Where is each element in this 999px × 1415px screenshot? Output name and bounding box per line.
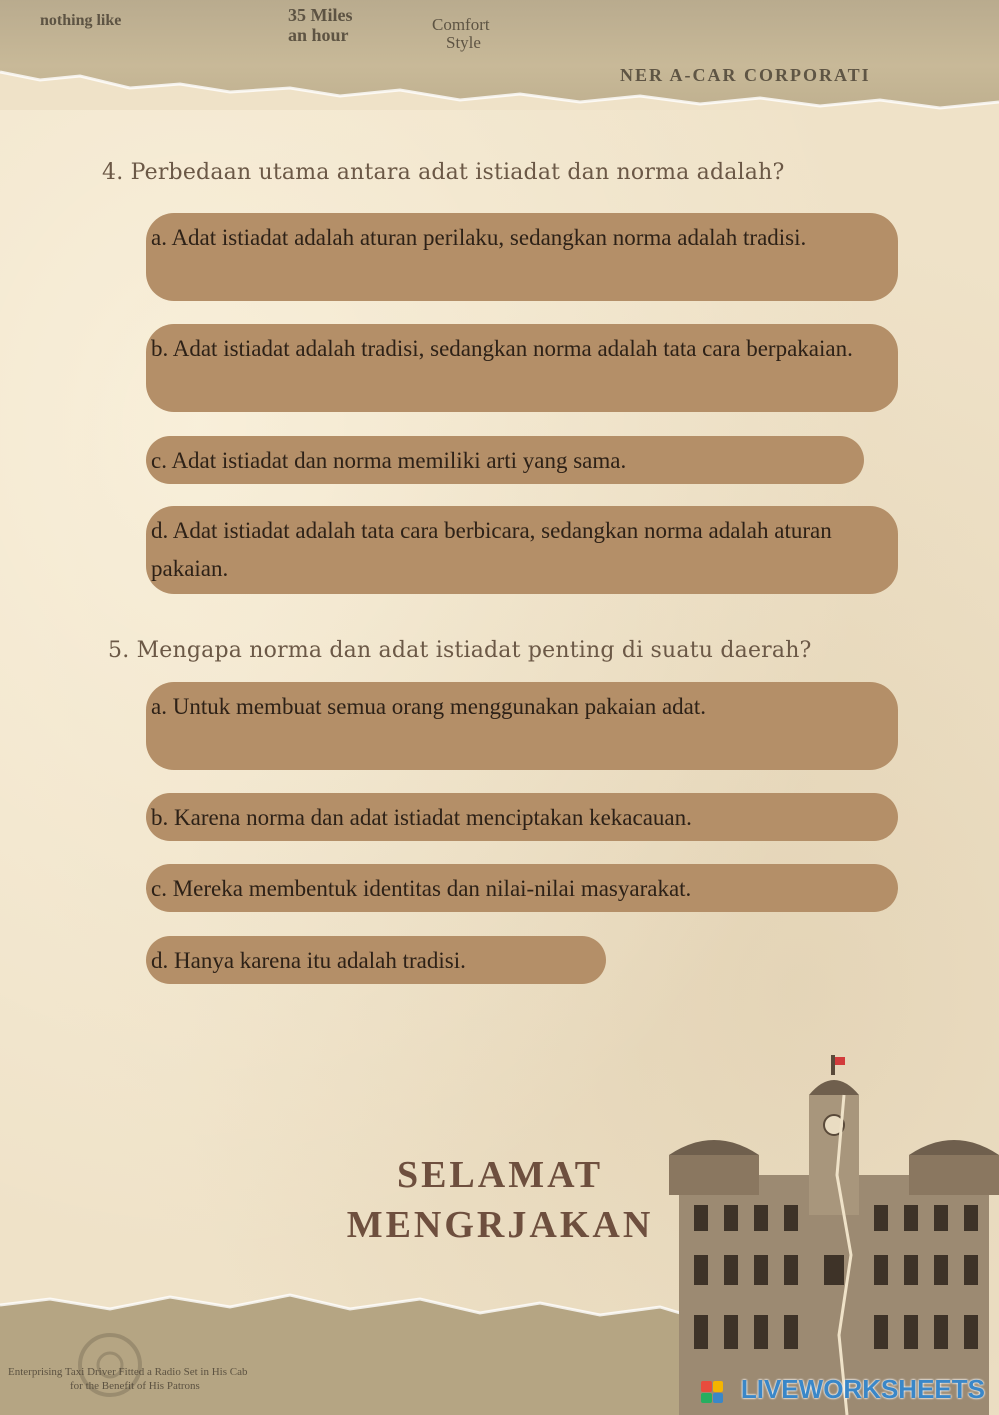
q5-option-a[interactable] (146, 682, 898, 770)
q4-option-c[interactable] (146, 436, 864, 484)
q4-option-b[interactable] (146, 324, 898, 412)
closing-message (330, 1150, 670, 1250)
closing-line-1: SELAMAT (396, 1154, 604, 1196)
building-illustration (669, 1055, 999, 1415)
q5-option-d[interactable] (146, 936, 606, 984)
q4-option-d-label: d. Adat istiadat adalah tata cara berbicara, sedangkan norma adalah aturan pakaian. (151, 518, 832, 581)
q5-option-c-label: c. Mereka membentuk identitas dan nilai-nilai masyarakat. (151, 876, 692, 901)
q4-option-a-label: a. Adat istiadat adalah aturan perilaku, sedangkan norma adalah tradisi. (151, 225, 807, 250)
news-snippet-corporation: NER A-CAR CORPORATI (620, 65, 871, 85)
q5-option-c[interactable] (146, 864, 898, 912)
news-caption-line-2: for the Benefit of His Patrons (70, 1380, 200, 1392)
q4-option-d[interactable] (146, 506, 898, 594)
liveworksheets-watermark: LIVEWORKSHEETS (740, 1374, 985, 1404)
news-caption-line-1: Enterprising Taxi Driver Fitted a Radio Set in His Cab (8, 1366, 248, 1378)
news-snippet-nothing: nothing like (40, 12, 122, 29)
question-5-text: 5. Mengapa norma dan adat istiadat penting di suatu daerah? (108, 638, 812, 663)
news-snippet-style: Style (446, 33, 481, 52)
q5-option-a-label: a. Untuk membuat semua orang menggunakan pakaian adat. (151, 694, 707, 719)
question-4-text: 4. Perbedaan utama antara adat istiadat dan norma adalah? (102, 160, 785, 185)
q4-option-b-label: b. Adat istiadat adalah tradisi, sedangkan norma adalah tata cara berpakaian. (151, 336, 853, 361)
newspaper-header-decoration (0, 0, 999, 110)
q5-option-b-label: b. Karena norma dan adat istiadat menciptakan kekacauan. (151, 805, 692, 830)
q4-option-c-label: c. Adat istiadat dan norma memiliki arti yang sama. (151, 448, 627, 473)
news-snippet-comfort: Comfort (432, 15, 490, 34)
q4-option-a[interactable] (146, 213, 898, 301)
news-snippet-hour: an hour (288, 25, 349, 45)
torn-paper-edge-top (0, 50, 999, 110)
liveworksheets-logo-icon (701, 1381, 723, 1403)
q5-option-d-label: d. Hanya karena itu adalah tradisi. (151, 948, 466, 973)
q5-option-b[interactable] (146, 793, 898, 841)
news-snippet-speed: 35 Miles (288, 5, 353, 25)
closing-line-2: MENGRJAKAN (346, 1204, 654, 1246)
